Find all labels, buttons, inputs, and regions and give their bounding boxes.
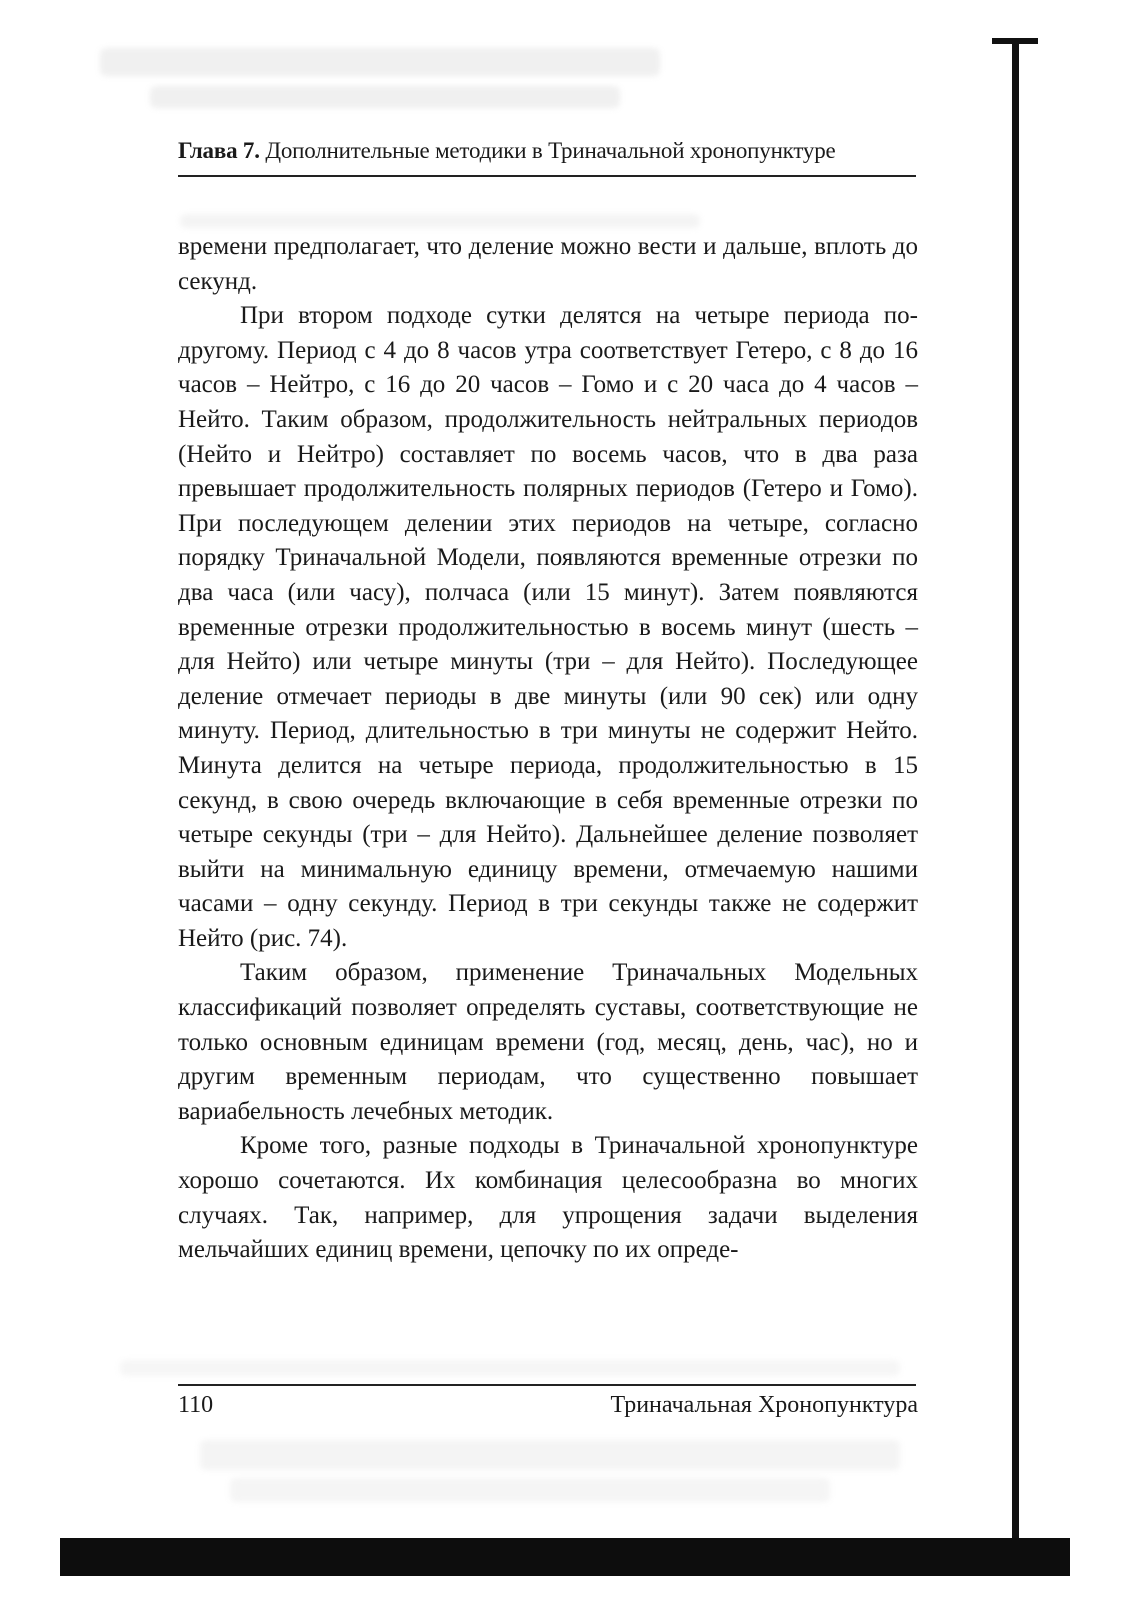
scan-bottom-edge <box>60 1538 1070 1576</box>
header-rule <box>178 175 916 177</box>
bleed-through-mark <box>200 1440 900 1470</box>
bleed-through-mark <box>230 1478 830 1502</box>
binding-edge <box>1012 40 1019 1540</box>
paragraph: Таким образом, применение Триначальных Модельных классификаций позволяет определять суставы, соответствующие не только основным единицам времени (год, месяц, день, час), но и другим временным периодам, что существенно повышает вариабельность лечебных методик. <box>178 959 918 1125</box>
bleed-through-mark <box>150 86 620 108</box>
paragraph: Кроме того, разные подходы в Триначальной хронопунктуре хорошо сочетаются. Их комбинация целесообразна во многих случаях. Так, например, для упрощения задачи выделения мельчайших единиц времени, цепочку по их опреде- <box>178 1132 918 1264</box>
footer-rule <box>178 1384 916 1386</box>
chapter-label: Глава 7. <box>178 138 260 163</box>
bleed-through-mark <box>100 48 660 76</box>
book-title: Триначальная Хронопунктура <box>610 1392 918 1418</box>
bleed-through-mark <box>180 214 700 228</box>
body-text <box>178 230 918 1268</box>
page-number: 110 <box>178 1392 214 1418</box>
paragraph: времени предполагает, что деление можно вести и дальше, вплоть до секунд. <box>178 233 918 295</box>
bleed-through-mark <box>120 1360 900 1376</box>
chapter-title: Дополнительные методики в Триначальной хронопунктуре <box>265 138 836 163</box>
running-header <box>178 138 916 164</box>
paragraph: При втором подходе сутки делятся на четыре периода по-другому. Период с 4 до 8 часов утра соответствует Гетеро, с 8 до 16 часов – Нейтро, с 16 до 20 часов – Гомо и с 20 часа до 4 часов – Нейто. Таким образом, продолжительность нейтральных периодов (Нейто и Нейтро) составляет по восемь часов, что в два раза превышает продолжительность полярных периодов (Гетеро и Гомо). При последующем делении этих периодов на четыре, согласно порядку Триначальной Модели, появляются временные отрезки по два часа (или часу), полчаса (или 15 минут). Затем появляются временные отрезки продолжительностью в восемь минут (шесть – для Нейто) или четыре минуты (три – для Нейто). Последующее деление отмечает периоды в две минуты (или 90 сек) или одну минуту. Период, длительностью в три минуты не содержит Нейто. Минута делится на четыре периода, продолжительностью в 15 секунд, в свою очередь включающие в себя временные отрезки по четыре секунды (три – для Нейто). Дальнейшее деление позволяет выйти на минимальную единицу времени, отмечаемую нашими часами – одну секунду. Период в три секунды также не содержит Нейто (рис. 74). <box>178 302 918 952</box>
